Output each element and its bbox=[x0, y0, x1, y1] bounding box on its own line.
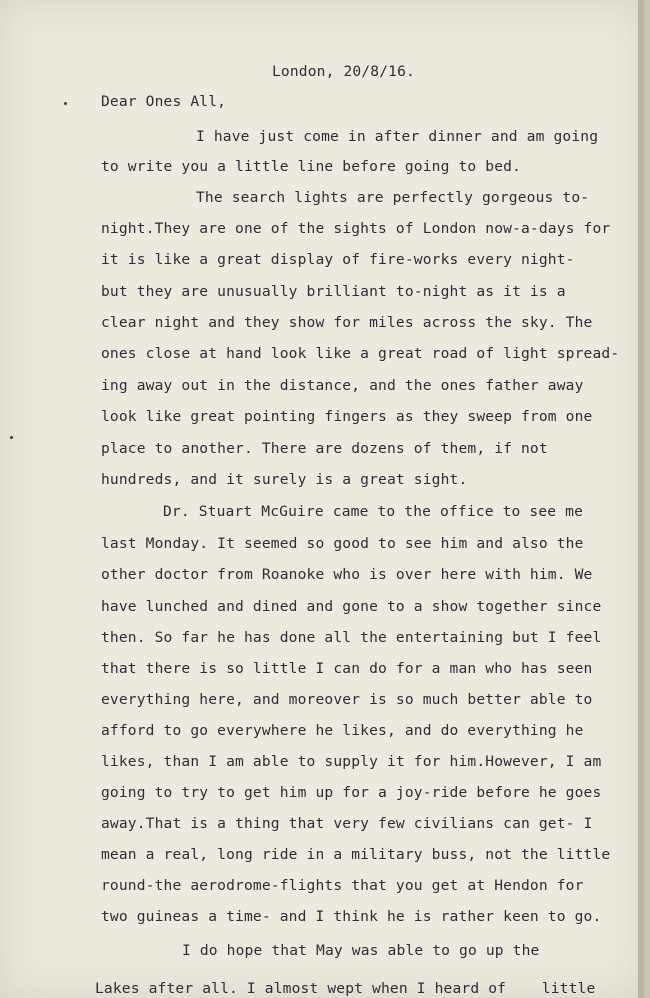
margin-dot bbox=[10, 436, 13, 439]
text-line: it is like a great display of fire-works every night- bbox=[101, 251, 575, 268]
text-line: to write you a little line before going to bed. bbox=[101, 158, 522, 175]
text-line: clear night and they show for miles across the sky. The bbox=[101, 314, 593, 331]
text-line: away.That is a thing that very few civilians can get- I bbox=[101, 815, 593, 832]
text-line: night.They are one of the sights of London now-a-days for bbox=[101, 220, 611, 237]
text-line: everything here, and moreover is so much better able to bbox=[101, 691, 593, 708]
text-line: The search lights are perfectly gorgeous to- bbox=[196, 189, 590, 206]
text-line: last Monday. It seemed so good to see him and also the bbox=[101, 535, 584, 552]
text-line: round-the aerodrome-flights that you get at Hendon for bbox=[101, 877, 584, 894]
text-line: then. So far he has done all the entertaining but I feel bbox=[101, 629, 602, 646]
margin-dot bbox=[64, 102, 67, 105]
text-line: that there is so little I can do for a man who has seen bbox=[101, 660, 593, 677]
text-line: two guineas a time- and I think he is rather keen to go. bbox=[101, 908, 602, 925]
text-line: other doctor from Roanoke who is over here with him. We bbox=[101, 566, 593, 583]
text-line: mean a real, long ride in a military buss, not the little bbox=[101, 846, 611, 863]
text-line: going to try to get him up for a joy-ride before he goes bbox=[101, 784, 602, 801]
text-line: afford to go everywhere he likes, and do everything he bbox=[101, 722, 584, 739]
text-line: place to another. There are dozens of them, if not bbox=[101, 440, 548, 457]
text-line: ones close at hand look like a great road of light spread- bbox=[101, 345, 620, 362]
text-line: Dr. Stuart McGuire came to the office to see me bbox=[163, 503, 584, 520]
text-line: hundreds, and it surely is a great sight. bbox=[101, 471, 468, 488]
text-line: but they are unusually brilliant to-night as it is a bbox=[101, 283, 566, 300]
dateline: London, 20/8/16. bbox=[272, 63, 415, 80]
text-line: ing away out in the distance, and the ones father away bbox=[101, 377, 584, 394]
text-line: I have just come in after dinner and am going bbox=[196, 128, 599, 145]
text-line: look like great pointing fingers as they sweep from one bbox=[101, 408, 593, 425]
text-line: likes, than I am able to supply it for him.However, I am bbox=[101, 753, 602, 770]
text-line: have lunched and dined and gone to a show together since bbox=[101, 598, 602, 615]
text-line: I do hope that May was able to go up the bbox=[182, 942, 540, 959]
page-edge bbox=[638, 0, 644, 998]
text-line: Lakes after all. I almost wept when I heard of little bbox=[95, 980, 596, 997]
salutation: Dear Ones All, bbox=[101, 93, 227, 110]
